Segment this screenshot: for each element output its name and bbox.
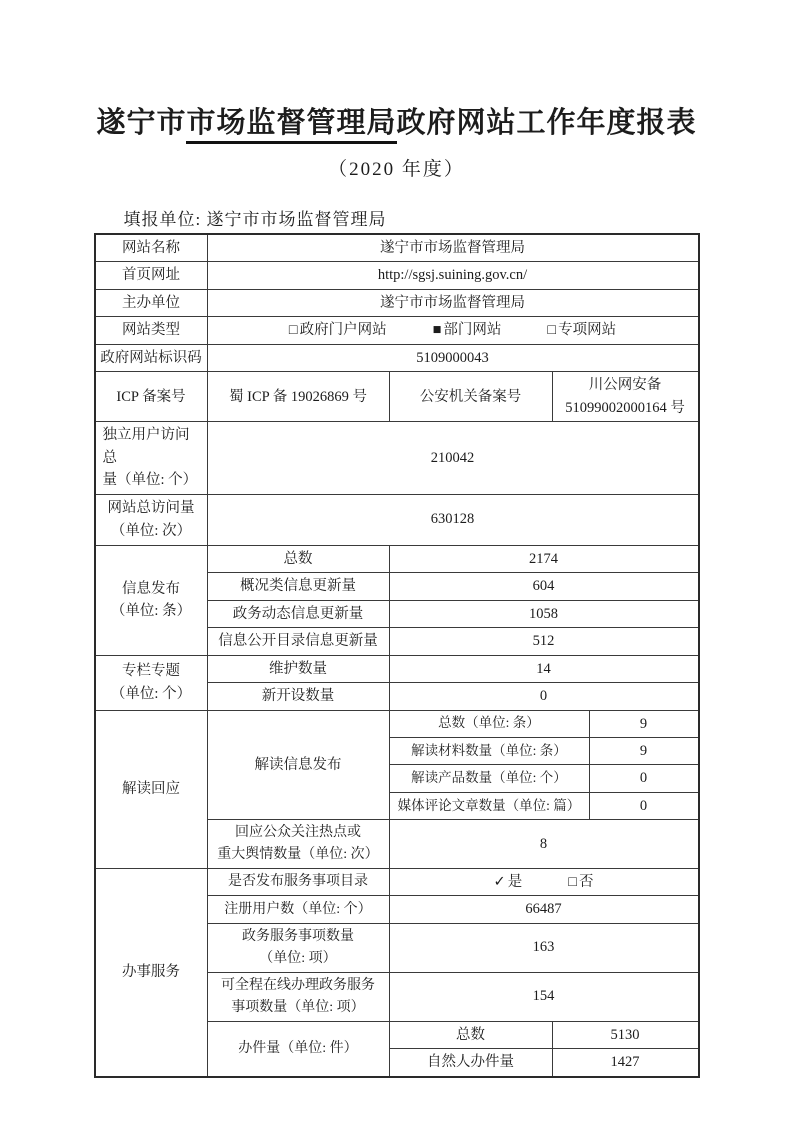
transactions-group bbox=[208, 1022, 698, 1076]
checkbox-unchecked-icon: □ bbox=[568, 873, 577, 890]
label-line1: 专栏专题 bbox=[122, 663, 180, 680]
table-row-service-items bbox=[208, 924, 698, 973]
report-unit-value: 遂宁市市场监督管理局 bbox=[206, 210, 387, 229]
table-row-info-total bbox=[208, 546, 698, 573]
row-value: 2174 bbox=[529, 550, 558, 567]
table-row-transactions-natural bbox=[390, 1049, 698, 1075]
catalog-option-yes bbox=[494, 871, 523, 893]
label-line1: 信息发布 bbox=[122, 580, 180, 597]
row-label: 总数 bbox=[390, 1022, 553, 1048]
row-value: 0 bbox=[639, 770, 648, 787]
table-row-new-count bbox=[208, 683, 698, 709]
row-label: 注册用户数（单位: 个） bbox=[208, 896, 390, 922]
row-label: ICP 备案号 bbox=[96, 372, 208, 421]
table-row-transactions-total bbox=[390, 1022, 698, 1049]
table-row-sponsor bbox=[96, 290, 698, 317]
table-row-public-response bbox=[208, 820, 698, 867]
row-value: 154 bbox=[532, 988, 555, 1005]
label-line1: 政务服务事项数量 bbox=[242, 929, 354, 944]
table-row-total-visits bbox=[96, 495, 698, 546]
site-type-options bbox=[208, 317, 698, 343]
row-value: 9 bbox=[639, 742, 648, 759]
site-type-option-special bbox=[547, 319, 616, 341]
table-row-online-items bbox=[208, 973, 698, 1022]
security-filing-label: 公安机关备案号 bbox=[390, 372, 553, 421]
table-row-maintained-count bbox=[208, 656, 698, 683]
table-row-site-code bbox=[96, 345, 698, 372]
section-special-columns bbox=[96, 656, 698, 711]
row-value: 604 bbox=[532, 578, 555, 595]
label-line2: （单位: 条） bbox=[110, 603, 192, 620]
row-value: 1427 bbox=[610, 1054, 640, 1071]
table-row-icp bbox=[96, 372, 698, 422]
table-row-interpret-media bbox=[390, 793, 698, 819]
row-label: 维护数量 bbox=[208, 656, 390, 682]
checkbox-unchecked-icon: □ bbox=[547, 322, 557, 339]
report-unit-line bbox=[94, 205, 700, 230]
row-label: 网站名称 bbox=[96, 235, 208, 261]
row-label: 解读产品数量（单位: 个） bbox=[390, 765, 590, 791]
row-value: 0 bbox=[639, 797, 648, 814]
section-info-publish bbox=[96, 546, 698, 656]
report-title-suffix: 政府网站工作年度报表 bbox=[396, 107, 697, 139]
label-line2: 量（单位: 个） bbox=[102, 472, 198, 489]
row-label: 总数 bbox=[208, 546, 390, 572]
label-line2: 事项数量（单位: 项） bbox=[231, 999, 365, 1015]
site-type-option-portal bbox=[289, 319, 387, 341]
group-label: 解读信息发布 bbox=[208, 711, 390, 820]
section-services bbox=[96, 869, 698, 1076]
option-label: 否 bbox=[578, 873, 594, 890]
row-value: 163 bbox=[532, 939, 555, 956]
table-row-info-overview bbox=[208, 573, 698, 600]
table-row-interpret-total bbox=[390, 711, 698, 738]
label-line1: 回应公众关注热点或 bbox=[235, 825, 361, 841]
row-label: 概况类信息更新量 bbox=[208, 573, 390, 599]
checkbox-checked-icon: ■ bbox=[432, 322, 442, 339]
interpret-publish-group bbox=[208, 711, 698, 821]
section-interpret-response bbox=[96, 711, 698, 869]
report-subtitle: （2020 年度） bbox=[328, 159, 465, 180]
option-label: 政府门户网站 bbox=[299, 322, 387, 339]
row-label: 解读材料数量（单位: 条） bbox=[390, 738, 590, 764]
label-line2: 重大舆情数量（单位: 次） bbox=[217, 847, 379, 863]
site-type-option-department bbox=[433, 319, 502, 341]
table-row-site-name bbox=[96, 235, 698, 262]
row-label: 是否发布服务事项目录 bbox=[208, 869, 390, 895]
checkmark-icon: ✓ bbox=[493, 873, 506, 890]
table-row-info-directory bbox=[208, 628, 698, 654]
table-row-registered-users bbox=[208, 896, 698, 923]
row-value: 66487 bbox=[525, 901, 562, 918]
label-line2: （单位: 次） bbox=[110, 522, 192, 539]
security-filing-line1: 川公网安备 bbox=[588, 377, 662, 394]
report-title-underlined-org: 市场监督管理局 bbox=[186, 107, 396, 144]
row-value: http://sgsj.suining.gov.cn/ bbox=[377, 267, 528, 284]
label-line1: 独立用户访问总 bbox=[102, 427, 190, 466]
table-row-unique-visitors bbox=[96, 422, 698, 494]
section-header: 办事服务 bbox=[96, 869, 208, 1076]
row-label: 主办单位 bbox=[96, 290, 208, 316]
section-header bbox=[96, 546, 208, 655]
row-value: 5109000043 bbox=[416, 349, 489, 366]
security-filing-number bbox=[553, 372, 698, 421]
section-header bbox=[96, 656, 208, 710]
row-label bbox=[208, 820, 390, 867]
checkbox-unchecked-icon: □ bbox=[288, 322, 298, 339]
report-unit-label: 填报单位: bbox=[123, 210, 207, 229]
row-value: 8 bbox=[539, 835, 548, 852]
icp-number: 蜀 ICP 备 19026869 号 bbox=[208, 372, 390, 421]
group-label: 办件量（单位: 件） bbox=[208, 1022, 390, 1076]
label-line2: （单位: 个） bbox=[110, 685, 192, 702]
annual-report-table bbox=[94, 233, 700, 1078]
report-title-prefix: 遂宁市 bbox=[96, 107, 187, 139]
table-row-site-type bbox=[96, 317, 698, 344]
row-label bbox=[96, 495, 208, 545]
row-label: 媒体评论文章数量（单位: 篇） bbox=[390, 793, 590, 819]
option-label: 是 bbox=[507, 873, 523, 890]
row-value: 630128 bbox=[430, 511, 475, 528]
row-label: 新开设数量 bbox=[208, 683, 390, 709]
option-label: 专项网站 bbox=[558, 322, 617, 339]
table-row-home-url bbox=[96, 262, 698, 289]
label-line2: （单位: 项） bbox=[259, 950, 337, 966]
row-label: 网站类型 bbox=[96, 317, 208, 343]
row-label: 政府网站标识码 bbox=[96, 345, 208, 371]
table-row-info-dynamic bbox=[208, 601, 698, 628]
row-label: 总数（单位: 条） bbox=[390, 711, 590, 737]
row-label: 首页网址 bbox=[96, 262, 208, 288]
row-value: 14 bbox=[536, 660, 551, 677]
row-value: 1058 bbox=[529, 605, 558, 622]
row-label bbox=[96, 422, 208, 493]
row-label: 信息公开目录信息更新量 bbox=[208, 628, 390, 654]
row-value: 512 bbox=[532, 633, 555, 650]
section-header: 解读回应 bbox=[96, 711, 208, 868]
security-filing-line2: 51099002000164 号 bbox=[565, 399, 685, 416]
table-row-interpret-materials bbox=[390, 738, 698, 765]
row-value: 遂宁市市场监督管理局 bbox=[380, 240, 525, 256]
label-line1: 可全程在线办理政务服务 bbox=[221, 978, 375, 993]
table-row-catalog-published bbox=[208, 869, 698, 896]
row-value: 210042 bbox=[430, 449, 475, 466]
label-line1: 网站总访问量 bbox=[107, 500, 195, 517]
table-row-interpret-products bbox=[390, 765, 698, 792]
row-label: 政务动态信息更新量 bbox=[208, 601, 390, 627]
catalog-option-no bbox=[568, 871, 593, 893]
row-label: 自然人办件量 bbox=[390, 1049, 553, 1075]
row-value: 9 bbox=[639, 715, 648, 732]
row-value: 遂宁市市场监督管理局 bbox=[380, 294, 525, 311]
row-value: 0 bbox=[539, 688, 548, 705]
option-label: 部门网站 bbox=[443, 322, 502, 339]
row-label bbox=[208, 973, 390, 1021]
catalog-yesno bbox=[390, 869, 698, 895]
row-label bbox=[208, 924, 390, 972]
report-title bbox=[94, 100, 700, 141]
row-value: 5130 bbox=[610, 1026, 640, 1043]
